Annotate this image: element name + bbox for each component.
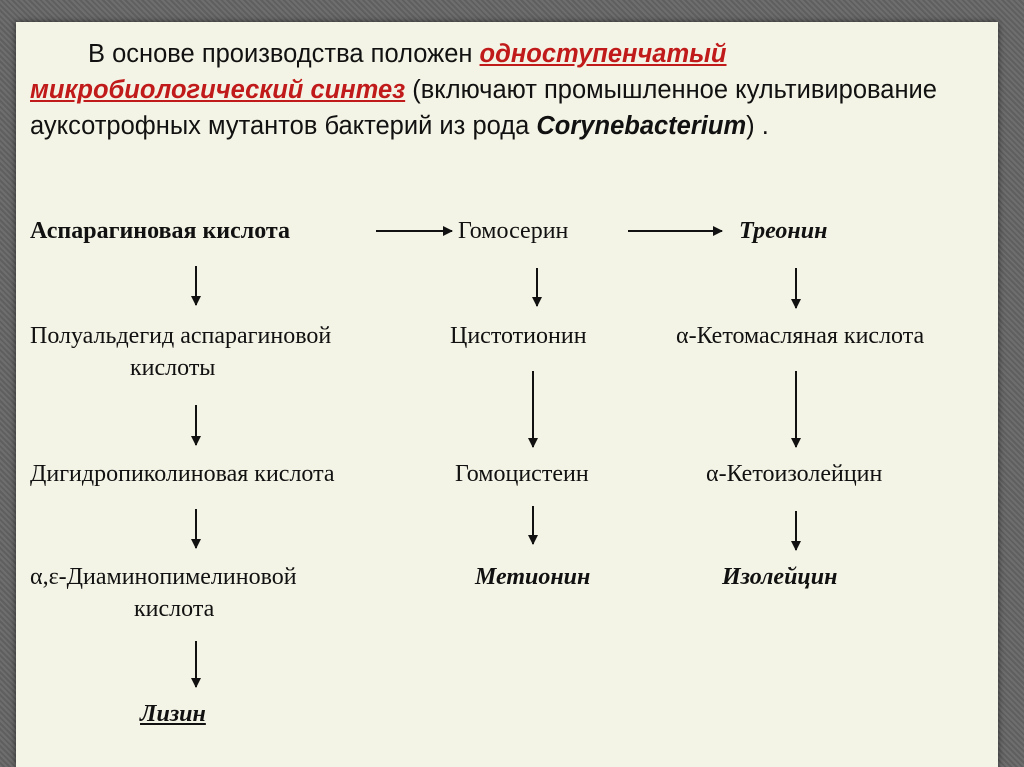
node-ketoisoleucine: α-Кетоизолейцин [706, 461, 883, 487]
node-aspartic-acid: Аспарагиновая кислота [30, 218, 291, 244]
slide [16, 22, 998, 767]
node-isoleucine: Изолейцин [722, 564, 838, 590]
node-aspartic-semialdehyde-line2: кислоты [130, 355, 216, 381]
node-dihydropicolinic-acid: Дигидропиколиновая кислота [30, 461, 335, 487]
node-homocysteine: Гомоцистеин [455, 461, 589, 487]
node-methionine: Метионин [475, 564, 591, 590]
node-homoserine: Гомосерин [458, 218, 569, 244]
intro-highlight: одноступенчатый микробиологический синтез [30, 40, 727, 104]
node-threonine: Треонин [739, 218, 828, 244]
intro-text-1: В основе производства положен [88, 40, 480, 68]
pathway-arrows [16, 22, 998, 767]
node-diaminopimelic-acid-line2: кислота [134, 596, 215, 622]
node-cystathionine: Цистотионин [450, 323, 587, 349]
node-ketobutyric-acid: α-Кетомасляная кислота [676, 323, 925, 349]
node-lysine: Лизин [140, 701, 206, 727]
node-aspartic-semialdehyde-line1: Полуальдегид аспарагиновой [30, 323, 332, 349]
intro-genus: Corynebacterium [536, 112, 747, 140]
intro-text-3: ) . [746, 112, 769, 140]
node-diaminopimelic-acid-line1: α,ε-Диаминопимелиновой [30, 564, 297, 590]
intro-text-2: (включают промышленное культивирование ауксотрофных мутантов бактерий из рода [30, 76, 937, 140]
